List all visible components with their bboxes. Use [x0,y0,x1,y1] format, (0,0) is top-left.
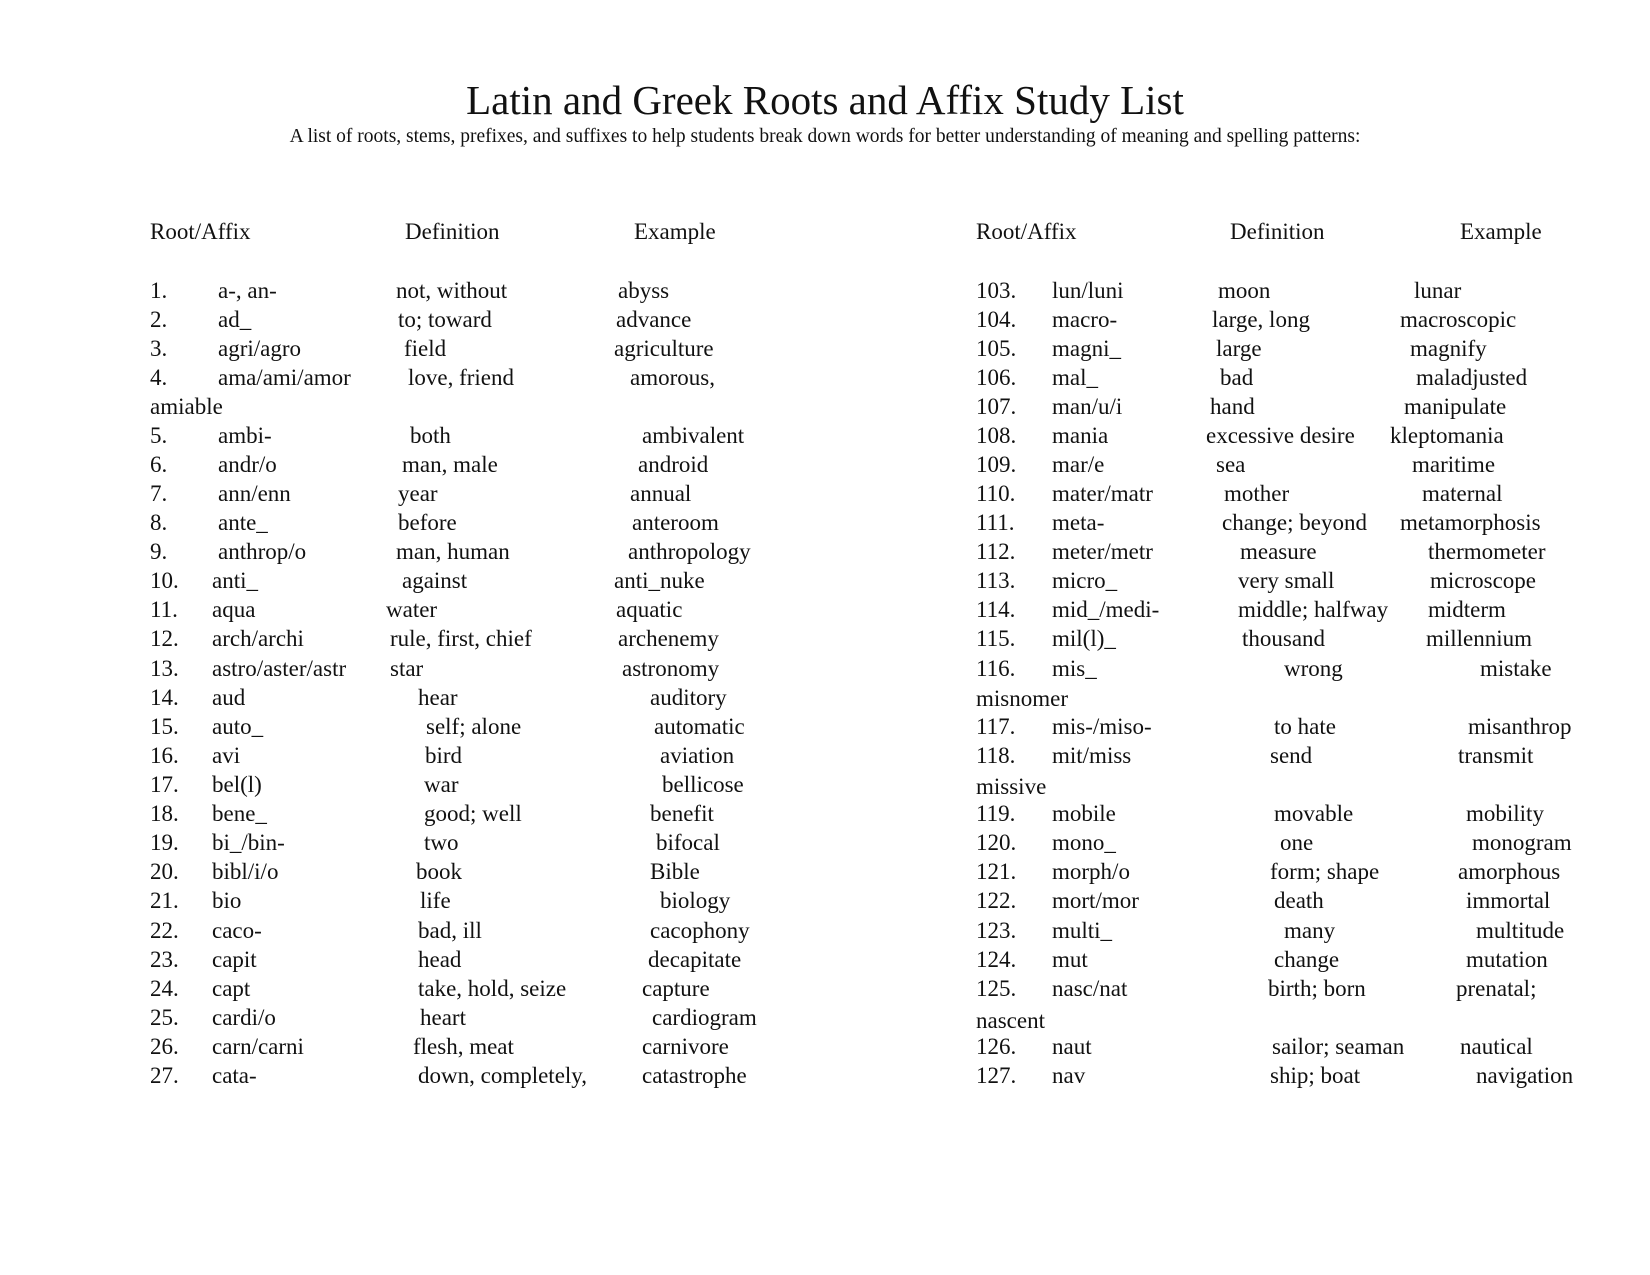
root-affix: mis-/miso- [1052,714,1152,739]
definition: change [1274,947,1340,972]
right-entry-row [0,712,1572,741]
example: anti_nuke [614,568,705,593]
definition: wrong [1284,656,1343,681]
left-entry-row [0,770,800,799]
definition: bird [425,743,463,768]
definition: war [424,772,459,797]
root-affix: ambi- [218,423,272,448]
root-affix: cardi/o [212,1005,276,1030]
root-affix: lun/luni [1052,278,1124,303]
definition: change; beyond [1222,510,1367,535]
item-number: 21. [150,888,179,913]
root-affix: magni_ [1052,336,1121,361]
root-affix: capt [212,976,251,1001]
root-affix: mar/e [1052,452,1105,477]
root-affix: nav [1052,1063,1086,1088]
item-number: 24. [150,976,179,1001]
example: decapitate [648,947,742,972]
item-number: 13. [150,656,179,681]
root-affix: astro/aster/astr [212,656,347,681]
right-entry-row [0,974,1537,1003]
item-number: 109. [976,452,1017,477]
right-entry-row [0,799,1544,828]
item-number: 17. [150,772,179,797]
item-number: 1. [150,278,168,303]
example: mutation [1466,947,1548,972]
right-header-definition: Definition [1230,219,1325,244]
continuation-missive: missive [976,774,1047,799]
definition: excessive desire [1206,423,1355,448]
definition: two [424,830,459,855]
example: aquatic [616,597,683,622]
root-affix: nasc/nat [1052,976,1128,1001]
definition: to hate [1274,714,1336,739]
example: automatic [654,714,745,739]
root-affix: man/u/i [1052,394,1123,419]
root-affix: morph/o [1052,859,1130,884]
item-number: 2. [150,307,168,332]
page-title: Latin and Greek Roots and Affix Study List [466,77,1184,123]
example: carnivore [642,1034,729,1059]
example: maternal [1422,481,1503,506]
root-affix: agri/agro [218,336,302,361]
item-number: 110. [976,481,1016,506]
item-number: 115. [976,626,1016,651]
right-entry-row [0,479,1503,508]
root-affix: aqua [212,597,256,622]
item-number: 6. [150,452,168,477]
right-entry-row [0,857,1561,886]
example: mobility [1466,801,1544,826]
example: immortal [1466,888,1551,913]
example: amorous, [630,365,715,390]
root-affix: anthrop/o [218,539,307,564]
root-affix: mil(l)_ [1052,626,1116,651]
example: midterm [1428,597,1506,622]
definition: many [1284,918,1336,943]
definition: large [1216,336,1262,361]
continuation-misnomer: misnomer [976,686,1068,711]
example: advance [616,307,692,332]
right-entry-row [0,595,1506,624]
left-entry-row [0,1003,800,1032]
item-number: 126. [976,1034,1017,1059]
item-number: 122. [976,888,1017,913]
definition: heart [420,1005,466,1030]
definition: measure [1240,539,1317,564]
definition: good; well [424,801,522,826]
definition: form; shape [1270,859,1380,884]
root-affix: macro- [1052,307,1118,332]
right-header-root: Root/Affix [976,219,1077,244]
item-number: 127. [976,1063,1017,1088]
item-number: 23. [150,947,179,972]
definition: down, completely, [418,1063,588,1088]
right-entry-row [0,1032,1533,1061]
example: auditory [650,685,727,710]
example: aviation [660,743,735,768]
definition: take, hold, seize [418,976,567,1001]
root-affix: mut [1052,947,1088,972]
root-affix: bel(l) [212,772,262,797]
example: bifocal [656,830,720,855]
example: magnify [1410,336,1487,361]
example: navigation [1476,1063,1574,1088]
example: abyss [618,278,670,303]
item-number: 18. [150,801,179,826]
definition: movable [1274,801,1354,826]
example: misanthrop [1468,714,1572,739]
definition: hand [1210,394,1255,419]
definition: very small [1238,568,1335,593]
continuation-amiable: amiable [150,394,223,419]
root-affix: mater/matr [1052,481,1153,506]
definition: before [398,510,457,535]
right-entry-row [0,537,1546,566]
root-affix: mid_/medi- [1052,597,1160,622]
item-number: 107. [976,394,1017,419]
example: archenemy [618,626,719,651]
root-affix: cata- [212,1063,257,1088]
definition: man, human [396,539,510,564]
example: mistake [1480,656,1552,681]
item-number: 7. [150,481,168,506]
definition: self; alone [426,714,522,739]
definition: birth; born [1268,976,1366,1001]
definition: love, friend [408,365,515,390]
definition: water [386,597,438,622]
definition: one [1280,830,1314,855]
example: android [638,452,709,477]
item-number: 5. [150,423,168,448]
item-number: 117. [976,714,1016,739]
root-affix: aud [212,685,246,710]
item-number: 3. [150,336,168,361]
item-number: 121. [976,859,1017,884]
example: nautical [1460,1034,1533,1059]
item-number: 9. [150,539,168,564]
continuation-nascent: nascent [976,1008,1045,1033]
root-affix: avi [212,743,241,768]
definition: to; toward [398,307,492,332]
definition: send [1270,743,1313,768]
item-number: 103. [976,278,1017,303]
item-number: 22. [150,918,179,943]
root-affix: ann/enn [218,481,291,506]
example: thermometer [1428,539,1546,564]
item-number: 118. [976,743,1016,768]
example: Bible [650,859,700,884]
root-affix: mit/miss [1052,743,1132,768]
root-affix: caco- [212,918,262,943]
item-number: 124. [976,947,1017,972]
definition: bad [1220,365,1254,390]
right-entry-row [0,654,1552,683]
item-number: 105. [976,336,1017,361]
definition: bad, ill [418,918,482,943]
definition: star [390,656,424,681]
root-affix: bibl/i/o [212,859,279,884]
example: anteroom [632,510,719,535]
definition: thousand [1242,626,1326,651]
root-affix: andr/o [218,452,277,477]
root-affix: multi_ [1052,918,1113,943]
left-entry-row [0,683,800,712]
root-affix: arch/archi [212,626,304,651]
example: prenatal; [1456,976,1537,1001]
item-number: 116. [976,656,1016,681]
definition: death [1274,888,1324,913]
root-affix: meta- [1052,510,1105,535]
item-number: 120. [976,830,1017,855]
page-edge-clip [1575,250,1650,1275]
right-entry-row [0,363,1528,392]
right-entry-row [0,828,1572,857]
right-entry-row [0,450,1496,479]
item-number: 19. [150,830,179,855]
right-entry-row [0,508,1541,537]
example: multitude [1476,918,1565,943]
right-header-example: Example [1460,219,1542,244]
root-affix: anti_ [212,568,258,593]
root-affix: ama/ami/amor [218,365,351,390]
item-number: 26. [150,1034,179,1059]
definition: rule, first, chief [390,626,532,651]
example: amorphous [1458,859,1561,884]
right-entry-row [0,566,1537,595]
example: astronomy [622,656,720,681]
item-number: 15. [150,714,179,739]
right-entry-row [0,276,1462,305]
root-affix: bio [212,888,242,913]
right-entry-row [0,886,1551,915]
right-entry-row [0,945,1548,974]
definition: middle; halfway [1238,597,1389,622]
definition: field [404,336,447,361]
item-number: 4. [150,365,168,390]
root-affix: mania [1052,423,1109,448]
example: cardiogram [652,1005,757,1030]
item-number: 16. [150,743,179,768]
item-number: 14. [150,685,179,710]
definition: flesh, meat [413,1034,514,1059]
item-number: 119. [976,801,1016,826]
example: maritime [1412,452,1496,477]
example: macroscopic [1400,307,1517,332]
definition: hear [418,685,458,710]
right-entry-row [0,392,1507,421]
definition: life [420,888,451,913]
right-entry-row [0,741,1534,770]
example: bellicose [662,772,744,797]
example: benefit [650,801,714,826]
definition: moon [1218,278,1271,303]
root-affix: micro_ [1052,568,1118,593]
item-number: 20. [150,859,179,884]
item-number: 11. [150,597,178,622]
right-entry-row [0,334,1487,363]
definition: year [398,481,438,506]
example: catastrophe [642,1063,747,1088]
left-header-example: Example [634,219,716,244]
right-entry-row [0,421,1504,450]
root-affix: ante_ [218,510,268,535]
right-entry-row [0,1061,1574,1090]
item-number: 111. [976,510,1015,535]
example: microscope [1430,568,1537,593]
item-number: 113. [976,568,1016,593]
item-number: 108. [976,423,1017,448]
item-number: 106. [976,365,1017,390]
example: ambivalent [642,423,745,448]
definition: sailor; seaman [1272,1034,1405,1059]
item-number: 25. [150,1005,179,1030]
definition: head [418,947,462,972]
root-affix: mal_ [1052,365,1098,390]
item-number: 27. [150,1063,179,1088]
left-header-root: Root/Affix [150,219,251,244]
item-number: 10. [150,568,179,593]
item-number: 104. [976,307,1017,332]
left-header-definition: Definition [405,219,500,244]
example: cacophony [650,918,750,943]
definition: man, male [402,452,498,477]
definition: ship; boat [1270,1063,1361,1088]
definition: not, without [396,278,508,303]
example: transmit [1458,743,1534,768]
example: biology [660,888,731,913]
root-affix: capit [212,947,257,972]
example: monogram [1472,830,1572,855]
example: manipulate [1404,394,1507,419]
definition: sea [1216,452,1246,477]
root-affix: bene_ [212,801,267,826]
page-subtitle: A list of roots, stems, prefixes, and suffixes to help students break down words for better understanding of meaning and spelling patterns: [289,126,1361,147]
root-affix: meter/metr [1052,539,1153,564]
item-number: 114. [976,597,1016,622]
root-affix: ad_ [218,307,252,332]
example: agriculture [614,336,714,361]
definition: book [416,859,462,884]
definition: against [402,568,468,593]
item-number: 12. [150,626,179,651]
root-affix: auto_ [212,714,264,739]
definition: both [410,423,451,448]
root-affix: a-, an- [218,278,277,303]
item-number: 8. [150,510,168,535]
example: millennium [1426,626,1533,651]
root-affix: mobile [1052,801,1116,826]
item-number: 112. [976,539,1016,564]
root-affix: bi_/bin- [212,830,285,855]
example: anthropology [628,539,751,564]
root-affix: carn/carni [212,1034,304,1059]
example: annual [630,481,692,506]
example: maladjusted [1416,365,1528,390]
example: lunar [1414,278,1462,303]
root-affix: mis_ [1052,656,1097,681]
root-affix: mort/mor [1052,888,1139,913]
example: kleptomania [1390,423,1504,448]
definition: mother [1224,481,1290,506]
right-entry-row [0,916,1565,945]
example: metamorphosis [1400,510,1541,535]
item-number: 123. [976,918,1017,943]
example: capture [642,976,710,1001]
root-affix: naut [1052,1034,1092,1059]
right-entry-row [0,624,1533,653]
right-entry-row [0,305,1517,334]
definition: large, long [1212,307,1310,332]
root-affix: mono_ [1052,830,1116,855]
item-number: 125. [976,976,1017,1001]
